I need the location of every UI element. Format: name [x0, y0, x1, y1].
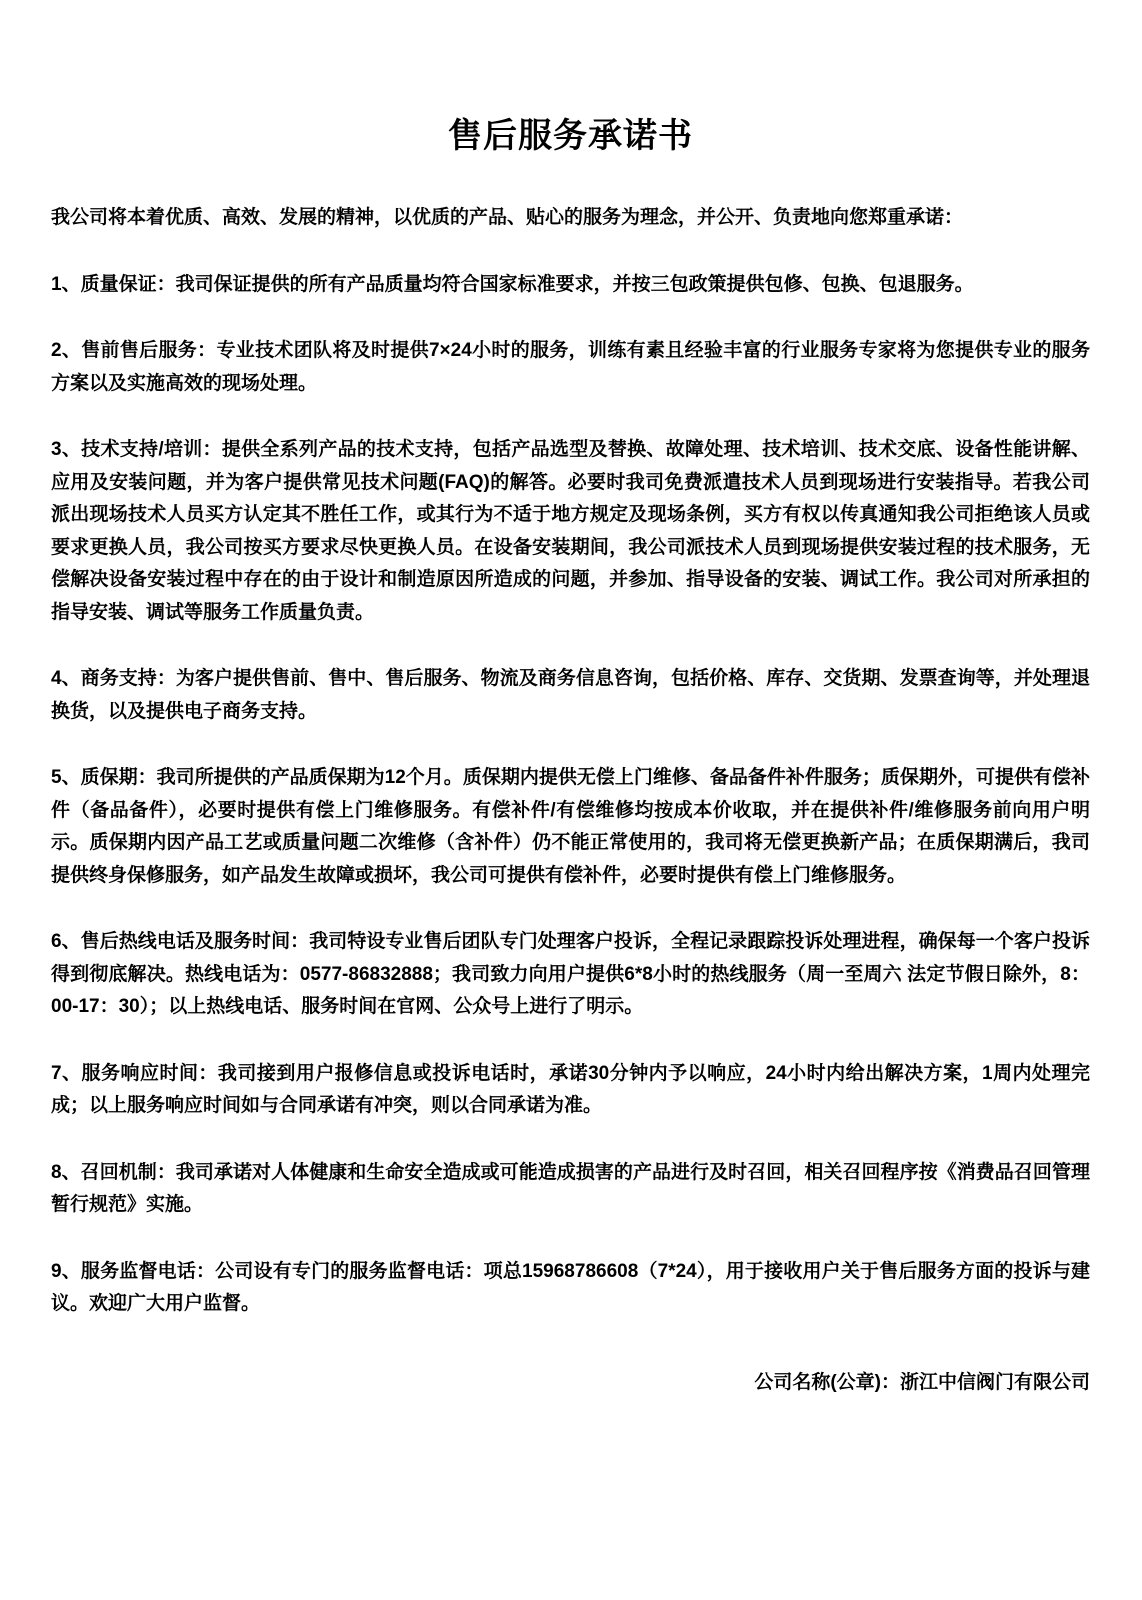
- clause-7-response-time: 7、服务响应时间：我司接到用户报修信息或投诉电话时，承诺30分钟内予以响应，24小时内给出解决方案，1周内处理完成；以上服务响应时间如与合同承诺有冲突，则以合同承诺为准。: [51, 1062, 1090, 1116]
- clause-8-recall-mechanism: 8、召回机制：我司承诺对人体健康和生命安全造成或可能造成损害的产品进行及时召回，相关召回程序按《消费品召回管理暂行规范》实施。: [51, 1161, 1090, 1215]
- clause-4-business-support: 4、商务支持：为客户提供售前、售中、售后服务、物流及商务信息咨询，包括价格、库存、交货期、发票查询等，并处理退换货，以及提供电子商务支持。: [51, 668, 1090, 722]
- clause-9-supervision-hotline: 9、服务监督电话：公司设有专门的服务监督电话：项总15968786608（7*24），用于接收用户关于售后服务方面的投诉与建议。欢迎广大用户监督。: [51, 1260, 1090, 1314]
- signature-line: 公司名称(公章)：浙江中信阀门有限公司: [754, 1371, 1090, 1393]
- intro-paragraph: 我公司将本着优质、高效、发展的精神，以优质的产品、贴心的服务为理念，并公开、负责地向您郑重承诺：: [51, 207, 964, 228]
- clause-1-quality-guarantee: 1、质量保证：我司保证提供的所有产品质量均符合国家标准要求，并按三包政策提供包修、包换、包退服务。: [51, 273, 974, 295]
- clause-2-pre-after-sales-service: 2、售前售后服务：专业技术团队将及时提供7×24小时的服务，训练有素且经验丰富的行业服务专家将为您提供专业的服务方案以及实施高效的现场处理。: [51, 340, 1090, 394]
- clause-6-hotline-service-hours: 6、售后热线电话及服务时间：我司特设专业售后团队专门处理客户投诉，全程记录跟踪投诉处理进程，确保每一个客户投诉得到彻底解决。热线电话为：0577-86832888；我司致力向用户提供6*8小时的热线服务（周一至周六 法定节假日除外，8：00-17：30）；以上热线电话、服务时间在官网、公众号上进行了明示。: [51, 931, 1090, 1017]
- clause-5-warranty-period: 5、质保期：我司所提供的产品质保期为12个月。质保期内提供无偿上门维修、备品备件补件服务；质保期外，可提供有偿补件（备品备件），必要时提供有偿上门维修服务。有偿补件/有偿维修均按成本价收取，并在提供补件/维修服务前向用户明示。质保期内因产品工艺或质量问题二次维修（含补件）仍不能正常使用的，我司将无偿更换新产品；在质保期满后，我司提供终身保修服务，如产品发生故障或损坏，我公司可提供有偿补件，必要时提供有偿上门维修服务。: [51, 767, 1090, 886]
- page-title: 售后服务承诺书: [448, 117, 693, 155]
- clause-3-technical-support-training: 3、技术支持/培训：提供全系列产品的技术支持，包括产品选型及替换、故障处理、技术培训、技术交底、设备性能讲解、应用及安装问题，并为客户提供常见技术问题(FAQ)的解答。必要时我司免费派遣技术人员到现场进行安装指导。若我公司派出现场技术人员买方认定其不胜任工作，或其行为不适于地方规定及现场条例，买方有权以传真通知我公司拒绝该人员或要求更换人员，我公司按买方要求尽快更换人员。在设备安装期间，我公司派技术人员到现场提供安装过程的技术服务，无偿解决设备安装过程中存在的由于设计和制造原因所造成的问题，并参加、指导设备的安装、调试工作。我公司对所承担的指导安装、调试等服务工作质量负责。: [51, 439, 1090, 623]
